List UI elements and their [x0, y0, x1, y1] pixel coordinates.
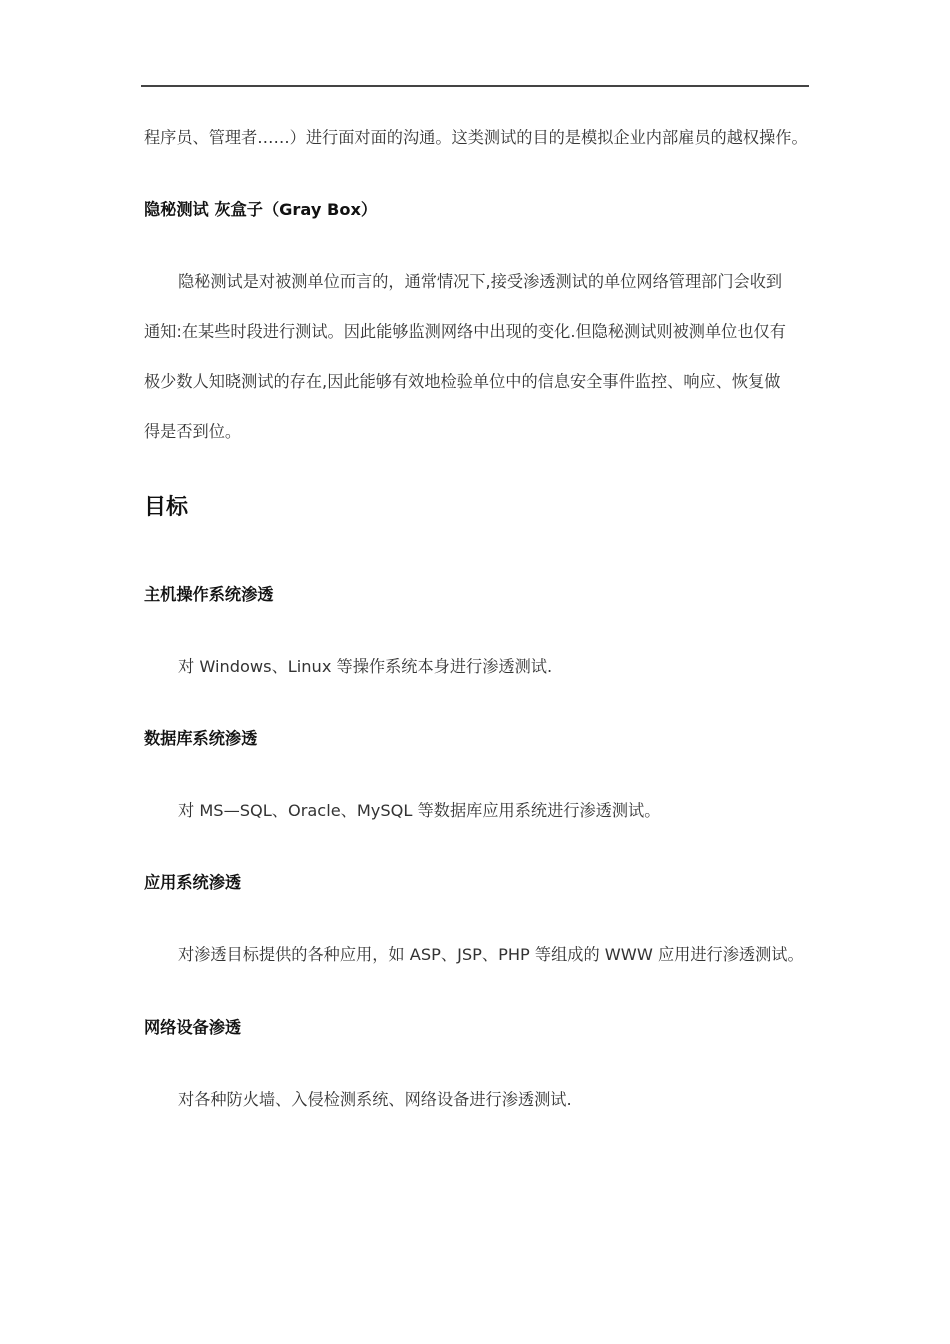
section-title-network-device: 网络设备渗透 — [144, 1018, 242, 1037]
section-title-database: 数据库系统渗透 — [144, 729, 258, 748]
paragraph-continuation: 程序员、管理者……）进行面对面的沟通。这类测试的目的是模拟企业内部雇员的越权操作。 — [144, 128, 808, 147]
header-rule — [141, 85, 809, 87]
section-text-network-device: 对各种防火墙、入侵检测系统、网络设备进行渗透测试. — [178, 1090, 572, 1109]
gray-box-paragraph-line-1: 隐秘测试是对被测单位而言的，通常情况下,接受渗透测试的单位网络管理部门会收到 — [178, 272, 783, 291]
gray-box-paragraph-line-2: 通知:在某些时段进行测试。因此能够监测网络中出现的变化.但隐秘测试则被测单位也仅有 — [144, 322, 786, 341]
section-text-host-os: 对 Windows、Linux 等操作系统本身进行渗透测试. — [178, 657, 553, 676]
gray-box-paragraph-line-4: 得是否到位。 — [144, 422, 242, 441]
section-title-gray-box: 隐秘测试 灰盒子（Gray Box） — [144, 200, 378, 219]
section-title-host-os: 主机操作系统渗透 — [144, 585, 274, 604]
section-text-database: 对 MS—SQL、Oracle、MySQL 等数据库应用系统进行渗透测试。 — [178, 801, 661, 820]
section-text-application: 对渗透目标提供的各种应用，如 ASP、JSP、PHP 等组成的 WWW 应用进行渗透测试。 — [178, 945, 804, 964]
gray-box-paragraph-line-3: 极少数人知晓测试的存在,因此能够有效地检验单位中的信息安全事件监控、响应、恢复做 — [144, 372, 781, 391]
section-title-application: 应用系统渗透 — [144, 873, 242, 892]
heading-goal: 目标 — [144, 495, 189, 520]
